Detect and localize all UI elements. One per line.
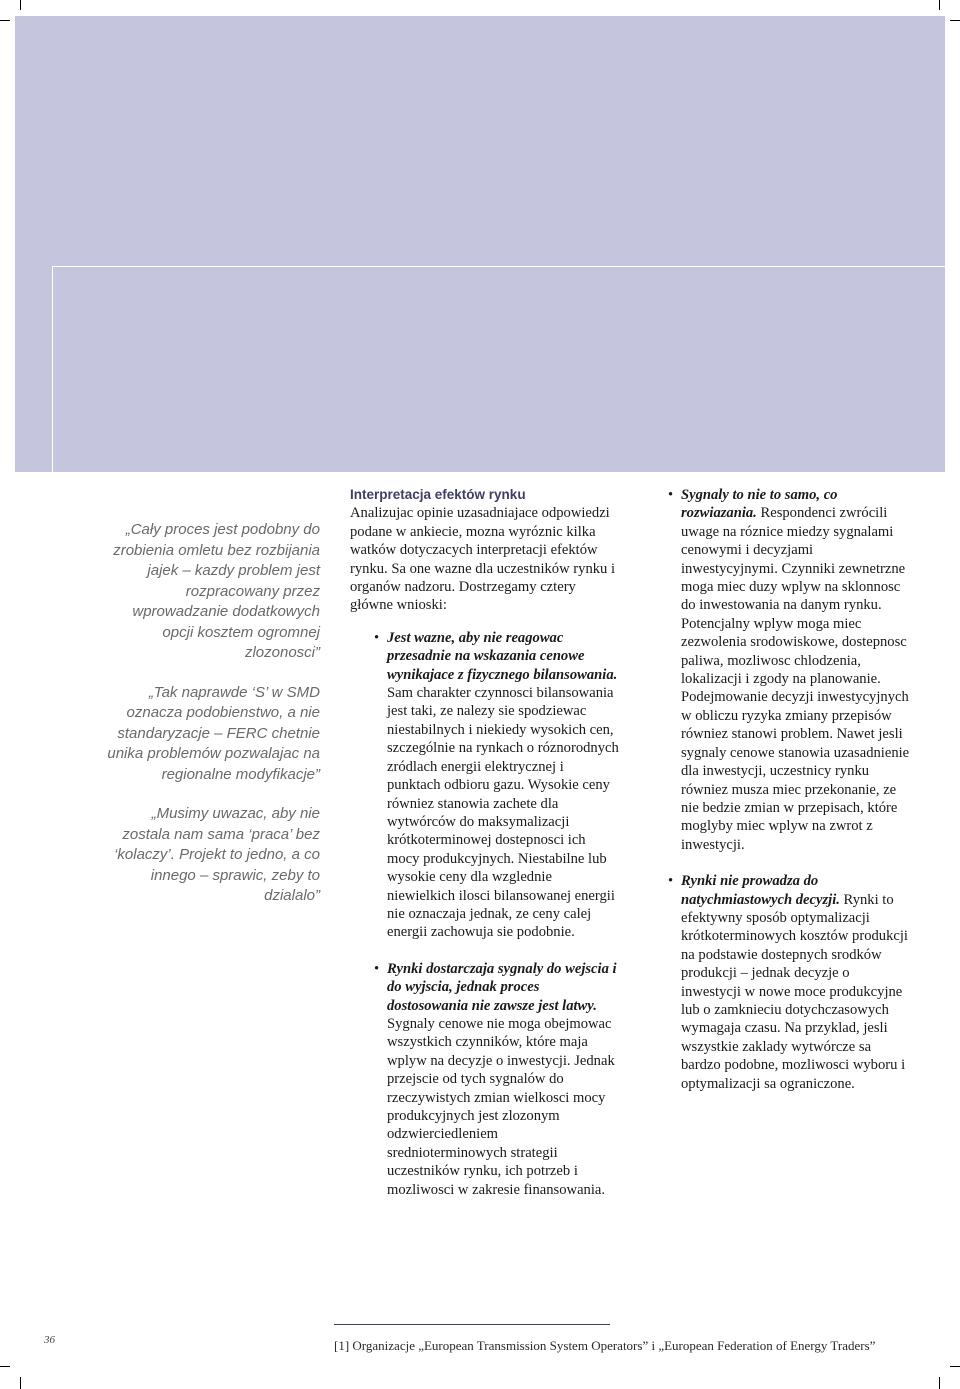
pull-quote: „Tak naprawde ‘S’ w SMD oznacza podobienstwo, a nie standaryzacje – FERC chetnie unika problemów pozwalajac na regionalne modyfikacje” (107, 683, 320, 783)
bullet-body: Sam charakter czynnosci bilansowania jest taki, ze nalezy sie spodziewac niestabilnych i niekiedy wysokich cen, szczególnie na rynkach o róznorodnych zródlach energii elektrycznej i punktach odbioru gazu. Wysokie ceny równiez stanowia zachete dla wytwórców do maksymalizacji krótkoterminowej dostepnosci ich mocy produkcyjnych. Niestabilne lub wysokie ceny dla wzglednie niewielkich ilosci bilansowanej energii nie oznaczaja jednak, ze ceny calej energii zachowuja sie podobnie. (387, 685, 619, 941)
crop-mark (20, 0, 21, 10)
column-middle (350, 486, 620, 1217)
list-item (668, 486, 913, 854)
bullet-list (668, 486, 913, 1093)
list-item (668, 872, 913, 1093)
bullet-list (350, 629, 620, 1199)
bullet-body: Respondenci zwrócili uwage na róznice miedzy sygnalami cenowymi i decyzjami inwestycyjnymi. Czynniki zewnetrzne moga miec duzy wplyw na sklonnosc do inwestowania na danym rynku. Potencjalny wplyw moga miec zezwolenia srodowiskowe, dostepnosc paliwa, mozliwosc chlodzenia, lokalizacji i zgody na planowanie. Podejmowanie decyzji inwestycyjnych w obliczu ryzyka zmiany przepisów równiez stanowi problem. Nawet jesli sygnaly cenowe stanowia uzasadnienie dla inwestycji, uczestnicy rynku równiez musza miec przekonanie, ze nie bedzie zmian w przepisach, które moglyby miec wplyw na zwrot z inwestycji. (681, 505, 910, 853)
page-number: 36 (44, 1334, 55, 1346)
bullet-lead: Sygnaly to nie to samo, co rozwiazania. (681, 487, 838, 522)
list-item (350, 629, 620, 942)
bullet-icon: • (374, 960, 380, 977)
footnote-divider (334, 1324, 610, 1325)
crop-mark (950, 1366, 960, 1367)
bullet-body: Rynki to efektywny sposób optymalizacji krótkoterminowych kosztów produkcji na podstawie dostepnych srodków produkcji – jednak decyzje o inwestycji w nowe moce produkcyjne lub o zamknieciu dotychczasowych wymagaja czasu. Na przyklad, jesli wszystkie zaklady wytwórcze sa bardzo podobne, mozliwosci wyboru i optymalizacji sa ograniczone. (681, 891, 908, 1092)
bullet-lead: Jest wazne, aby nie reagowac przesadnie na wskazania cenowe wynikajace z fizycznego bilansowania. (387, 629, 618, 683)
crop-mark (950, 20, 960, 21)
pull-quotes (100, 520, 320, 926)
bullet-lead: Rynki nie prowadza do natychmiastowych decyzji. (681, 873, 840, 908)
bullet-body: Sygnaly cenowe nie moga obejmowac wszystkich czynników, które maja wplyw na decyzje o inwestycji. Jednak przejscie od tych sygnalów do rzeczywistych zmian wielkosci mocy produkcyjnych jest zlozonym odzwierciedleniem srednioterminowych strategii uczestników rynku, ich potrzeb i mozliwosci w zakresie finansowania. (387, 1015, 615, 1198)
crop-mark (939, 0, 940, 10)
crop-mark (0, 1366, 10, 1367)
footnote: [1] Organizacje „European Transmission System Operators” i „European Federation of Energy Traders” (334, 1338, 876, 1353)
intro-paragraph: Analizujac opinie uzasadniajace odpowiedzi podane w ankiecie, mozna wyróznic kilka watków dotyczacych interpretacji efektów rynku. Sa one wazne dla uczestników rynku i organów nadzoru. Dostrzegamy cztery główne wnioski: (350, 505, 616, 614)
crop-mark (20, 1377, 21, 1389)
column-right (668, 486, 913, 1111)
crop-mark (0, 20, 10, 21)
crop-mark (939, 1377, 940, 1389)
section-heading: Interpretacja efektów rynku (350, 487, 526, 502)
bullet-icon: • (668, 487, 674, 503)
pull-quote: „Cały proces jest podobny do zrobienia omletu bez rozbijania jajek – kazdy problem jest rozpracowany przez wprowadzanie dodatkowych opcji kosztem ogromnej zlozonosci” (113, 521, 320, 661)
header-image-panel (15, 16, 945, 472)
bullet-icon: • (668, 873, 674, 890)
panel-divider-vertical (52, 266, 53, 472)
bullet-icon: • (374, 629, 380, 646)
pull-quote: „Musimy uwazac, aby nie zostala nam sama ‘praca’ bez ‘kolaczy’. Projekt to jedno, a co innego – sprawic, zeby to dzialalo” (114, 805, 320, 904)
panel-divider-horizontal (52, 266, 945, 267)
list-item (350, 960, 620, 1199)
bullet-lead: Rynki dostarczaja sygnaly do wejscia i do wyjscia, jednak proces dostosowania nie zawsze jest latwy. (387, 960, 617, 1014)
